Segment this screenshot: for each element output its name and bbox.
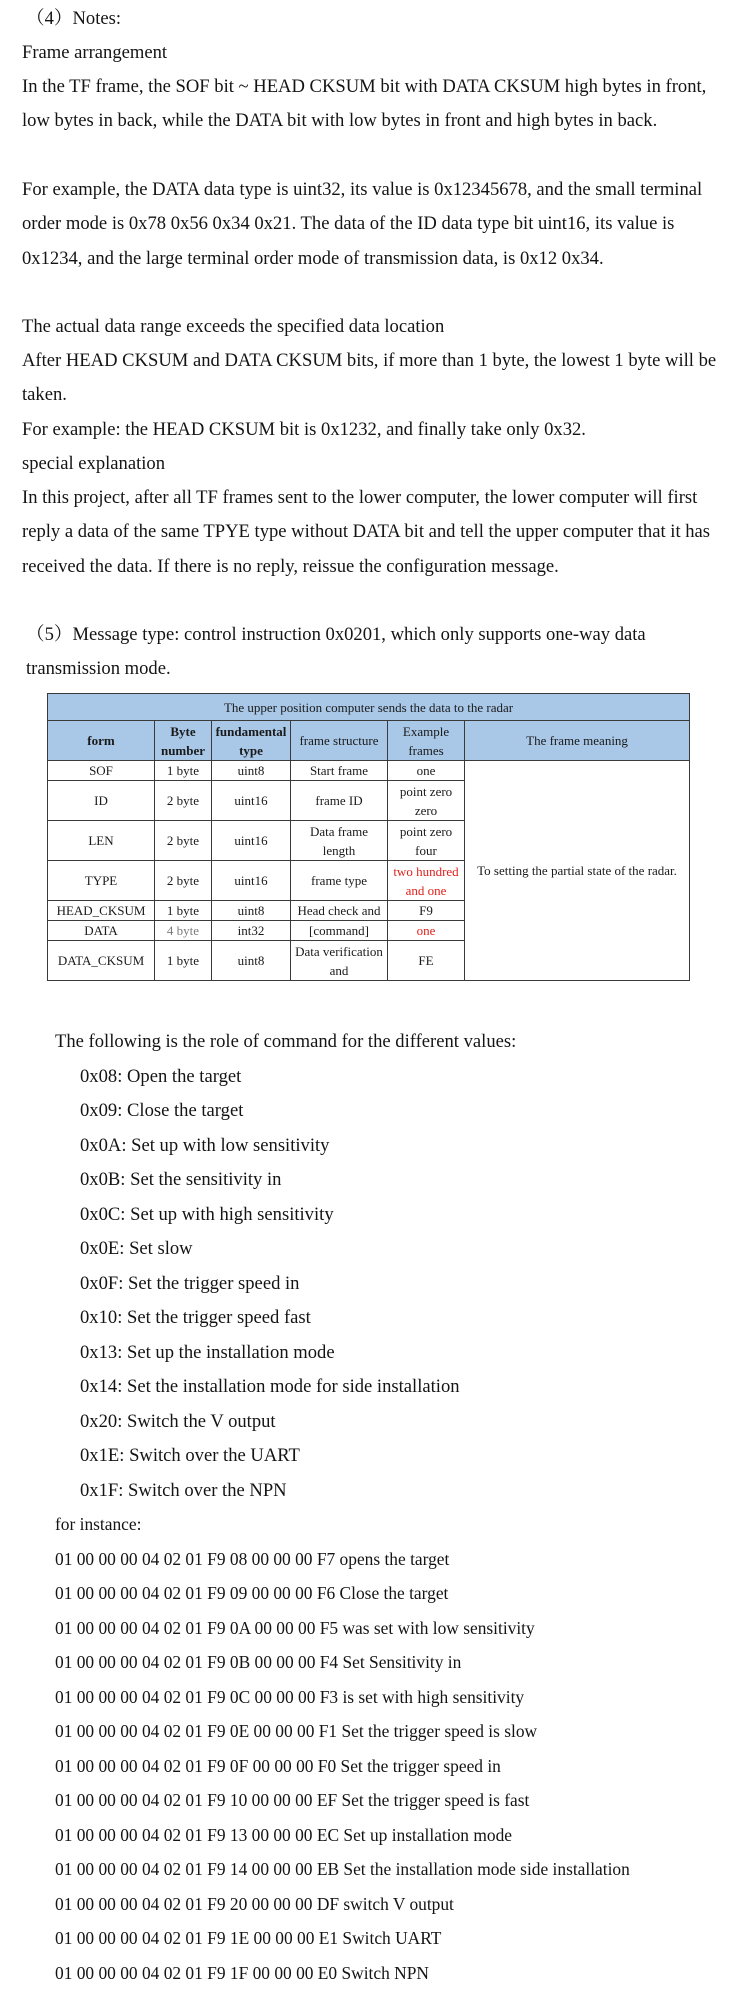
list-item: 01 00 00 00 04 02 01 F9 0C 00 00 00 F3 is set with high sensitivity [55,1687,525,1708]
cell-type: uint8 [212,941,291,981]
list-item: 01 00 00 00 04 02 01 F9 10 00 00 00 EF Set the trigger speed is fast [55,1790,530,1811]
cell-bytes: 1 byte [155,761,212,781]
list-item: 0x08: Open the target [80,1065,242,1087]
cell-structure: Start frame [291,761,388,781]
col-header-form: form [48,721,155,761]
list-item: 0x0A: Set up with low sensitivity [80,1134,330,1156]
cell-bytes: 2 byte [155,781,212,821]
examples-label: for instance: [55,1514,142,1535]
paragraph-cksum-rule: After HEAD CKSUM and DATA CKSUM bits, if more than 1 byte, the lowest 1 byte will be taken. [22,350,717,406]
cell-structure: [command] [291,921,388,941]
cell-type: int32 [212,921,291,941]
cell-bytes: 1 byte [155,941,212,981]
cell-form: LEN [48,821,155,861]
list-item: 01 00 00 00 04 02 01 F9 09 00 00 00 F6 Close the target [55,1583,449,1604]
col-header-frame-meaning: The frame meaning [465,721,690,761]
list-item: 01 00 00 00 04 02 01 F9 0F 00 00 00 F0 Set the trigger speed in [55,1756,501,1777]
cell-structure: Data verification and [291,941,388,981]
cell-example: two hundred and one [388,861,465,901]
section5-heading: （5）Message type: control instruction 0x0201, which only supports one-way data transmission mode. [26,624,646,680]
notes-heading: （4）Notes: [26,8,122,29]
list-item: 01 00 00 00 04 02 01 F9 1F 00 00 00 E0 Switch NPN [55,1963,429,1984]
list-item: 01 00 00 00 04 02 01 F9 20 00 00 00 DF switch V output [55,1894,454,1915]
cell-type: uint16 [212,821,291,861]
list-item: 0x20: Switch the V output [80,1410,276,1432]
col-header-example-frames: Example frames [388,721,465,761]
list-item: 0x10: Set the trigger speed fast [80,1306,311,1328]
paragraph-byte-order-example: For example, the DATA data type is uint32, its value is 0x12345678, and the small terminal order mode is 0x78 0x56 0x34 0x21. The data of the ID data type bit uint16, its value is 0x1234, and the large terminal order mode of transmission data, is 0x12 0x34. [22,179,703,269]
cell-structure: frame ID [291,781,388,821]
subheading-data-range: The actual data range exceeds the specified data location [22,316,445,337]
cell-type: uint8 [212,901,291,921]
col-header-fundamental-type: fundamental type [212,721,291,761]
cell-type: uint16 [212,781,291,821]
list-item: 0x0F: Set the trigger speed in [80,1272,300,1294]
cell-structure: Data frame length [291,821,388,861]
list-item: 0x1F: Switch over the NPN [80,1479,287,1501]
table-row [48,761,690,781]
cell-structure: frame type [291,861,388,901]
subheading-special-explanation: special explanation [22,453,166,474]
cell-type: uint16 [212,861,291,901]
cell-example: F9 [388,901,465,921]
cell-example: point zero zero [388,781,465,821]
cell-form: TYPE [48,861,155,901]
cell-example: one [388,921,465,941]
list-item: 01 00 00 00 04 02 01 F9 0B 00 00 00 F4 Set Sensitivity in [55,1652,462,1673]
list-item: 01 00 00 00 04 02 01 F9 1E 00 00 00 E1 Switch UART [55,1928,442,1949]
col-header-frame-structure: frame structure [291,721,388,761]
cell-bytes: 4 byte [155,921,212,941]
commands-title: The following is the role of command for the different values: [55,1030,517,1052]
cell-form: ID [48,781,155,821]
cell-type: uint8 [212,761,291,781]
list-item: 0x0B: Set the sensitivity in [80,1168,282,1190]
cell-bytes: 2 byte [155,861,212,901]
cell-form: SOF [48,761,155,781]
list-item: 01 00 00 00 04 02 01 F9 0E 00 00 00 F1 Set the trigger speed is slow [55,1721,538,1742]
list-item: 01 00 00 00 04 02 01 F9 08 00 00 00 F7 opens the target [55,1549,450,1570]
list-item: 0x0C: Set up with high sensitivity [80,1203,334,1225]
cell-form: DATA_CKSUM [48,941,155,981]
table-header-row [48,721,690,761]
cell-bytes: 1 byte [155,901,212,921]
paragraph-byte-order: In the TF frame, the SOF bit ~ HEAD CKSUM bit with DATA CKSUM high bytes in front, low bytes in back, while the DATA bit with low bytes in front and high bytes in back. [22,76,707,132]
list-item: 01 00 00 00 04 02 01 F9 0A 00 00 00 F5 was set with low sensitivity [55,1618,535,1639]
paragraph-cksum-example: For example: the HEAD CKSUM bit is 0x1232, and finally take only 0x32. [22,419,586,440]
subheading-frame-arrangement: Frame arrangement [22,42,168,63]
cell-example: point zero four [388,821,465,861]
paragraph-reply-rule: In this project, after all TF frames sent to the lower computer, the lower computer will first reply a data of the same TPYE type without DATA bit and tell the upper computer that it has received the data. If there is no reply, reissue the configuration message. [22,487,711,577]
cell-form: DATA [48,921,155,941]
list-item: 0x09: Close the target [80,1099,244,1121]
list-item: 01 00 00 00 04 02 01 F9 13 00 00 00 EC Set up installation mode [55,1825,512,1846]
list-item: 01 00 00 00 04 02 01 F9 14 00 00 00 EB Set the installation mode side installation [55,1859,630,1880]
cell-form: HEAD_CKSUM [48,901,155,921]
list-item: 0x1E: Switch over the UART [80,1444,300,1466]
cell-bytes: 2 byte [155,821,212,861]
list-item: 0x14: Set the installation mode for side installation [80,1375,460,1397]
cell-frame-meaning: To setting the partial state of the radar. [465,761,690,981]
cell-example: one [388,761,465,781]
list-item: 0x0E: Set slow [80,1237,193,1259]
cell-structure: Head check and [291,901,388,921]
table-caption: The upper position computer sends the data to the radar [48,694,690,721]
cell-example: FE [388,941,465,981]
frame-table [47,693,690,981]
list-item: 0x13: Set up the installation mode [80,1341,335,1363]
col-header-byte-number: Byte number [155,721,212,761]
